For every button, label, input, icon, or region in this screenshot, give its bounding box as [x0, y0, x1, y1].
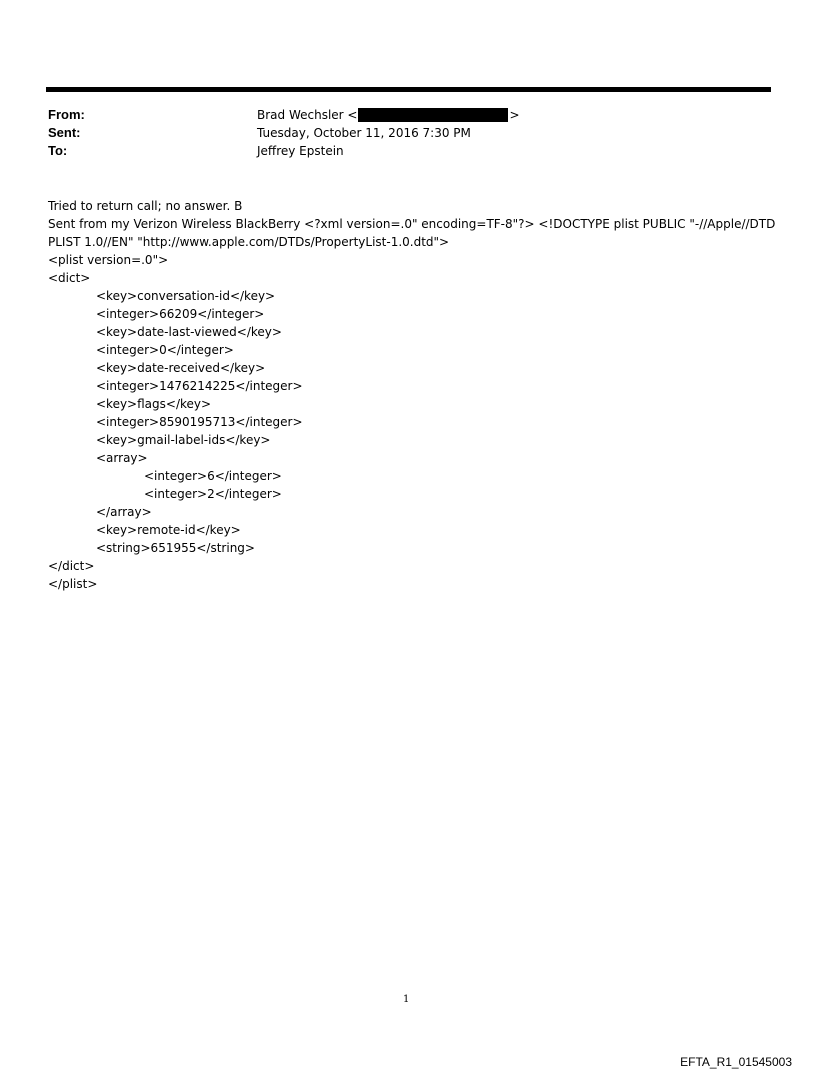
from-value — [257, 106, 520, 124]
sender-name: Brad Wechsler < — [257, 108, 358, 122]
body-line: PLIST 1.0//EN" "http://www.apple.com/DTDs/PropertyList-1.0.dtd"> — [48, 235, 450, 249]
from-label: From: — [48, 107, 85, 122]
body-line: </dict> — [48, 559, 95, 573]
page-number: 1 — [403, 994, 410, 1005]
body-line: <integer>8590195713</integer> — [96, 415, 303, 429]
body-line: <integer>6</integer> — [144, 469, 282, 483]
body-line: <key>date-received</key> — [96, 361, 266, 375]
body-line: <integer>2</integer> — [144, 487, 282, 501]
body-line: <key>flags</key> — [96, 397, 212, 411]
to-value: Jeffrey Epstein — [257, 144, 344, 158]
body-line: Sent from my Verizon Wireless BlackBerry <?xml version=.0" encoding=TF-8"?> <!DOCTYPE plist PUBLIC "-//Apple//DTD — [48, 217, 776, 231]
email-body — [48, 197, 778, 593]
body-line: <key>gmail-label-ids</key> — [96, 433, 271, 447]
document-id: EFTA_R1_01545003 — [680, 1055, 792, 1069]
body-line: <dict> — [48, 271, 91, 285]
body-line: Tried to return call; no answer. B — [48, 199, 243, 213]
body-line: </plist> — [48, 577, 98, 591]
body-line: <key>conversation-id</key> — [96, 289, 276, 303]
sent-label: Sent: — [48, 125, 81, 140]
redaction-box — [358, 108, 508, 122]
body-line: <plist version=.0"> — [48, 253, 169, 267]
to-label: To: — [48, 143, 68, 158]
body-line: </array> — [96, 505, 152, 519]
body-line: <key>date-last-viewed</key> — [96, 325, 282, 339]
sent-value: Tuesday, October 11, 2016 7:30 PM — [257, 126, 471, 140]
body-line: <array> — [96, 451, 148, 465]
body-line: <integer>1476214225</integer> — [96, 379, 303, 393]
body-line: <key>remote-id</key> — [96, 523, 241, 537]
header-divider — [46, 87, 771, 92]
body-line: <integer>66209</integer> — [96, 307, 265, 321]
sender-close-bracket: > — [509, 108, 520, 122]
body-line: <integer>0</integer> — [96, 343, 234, 357]
body-line: <string>651955</string> — [96, 541, 255, 555]
